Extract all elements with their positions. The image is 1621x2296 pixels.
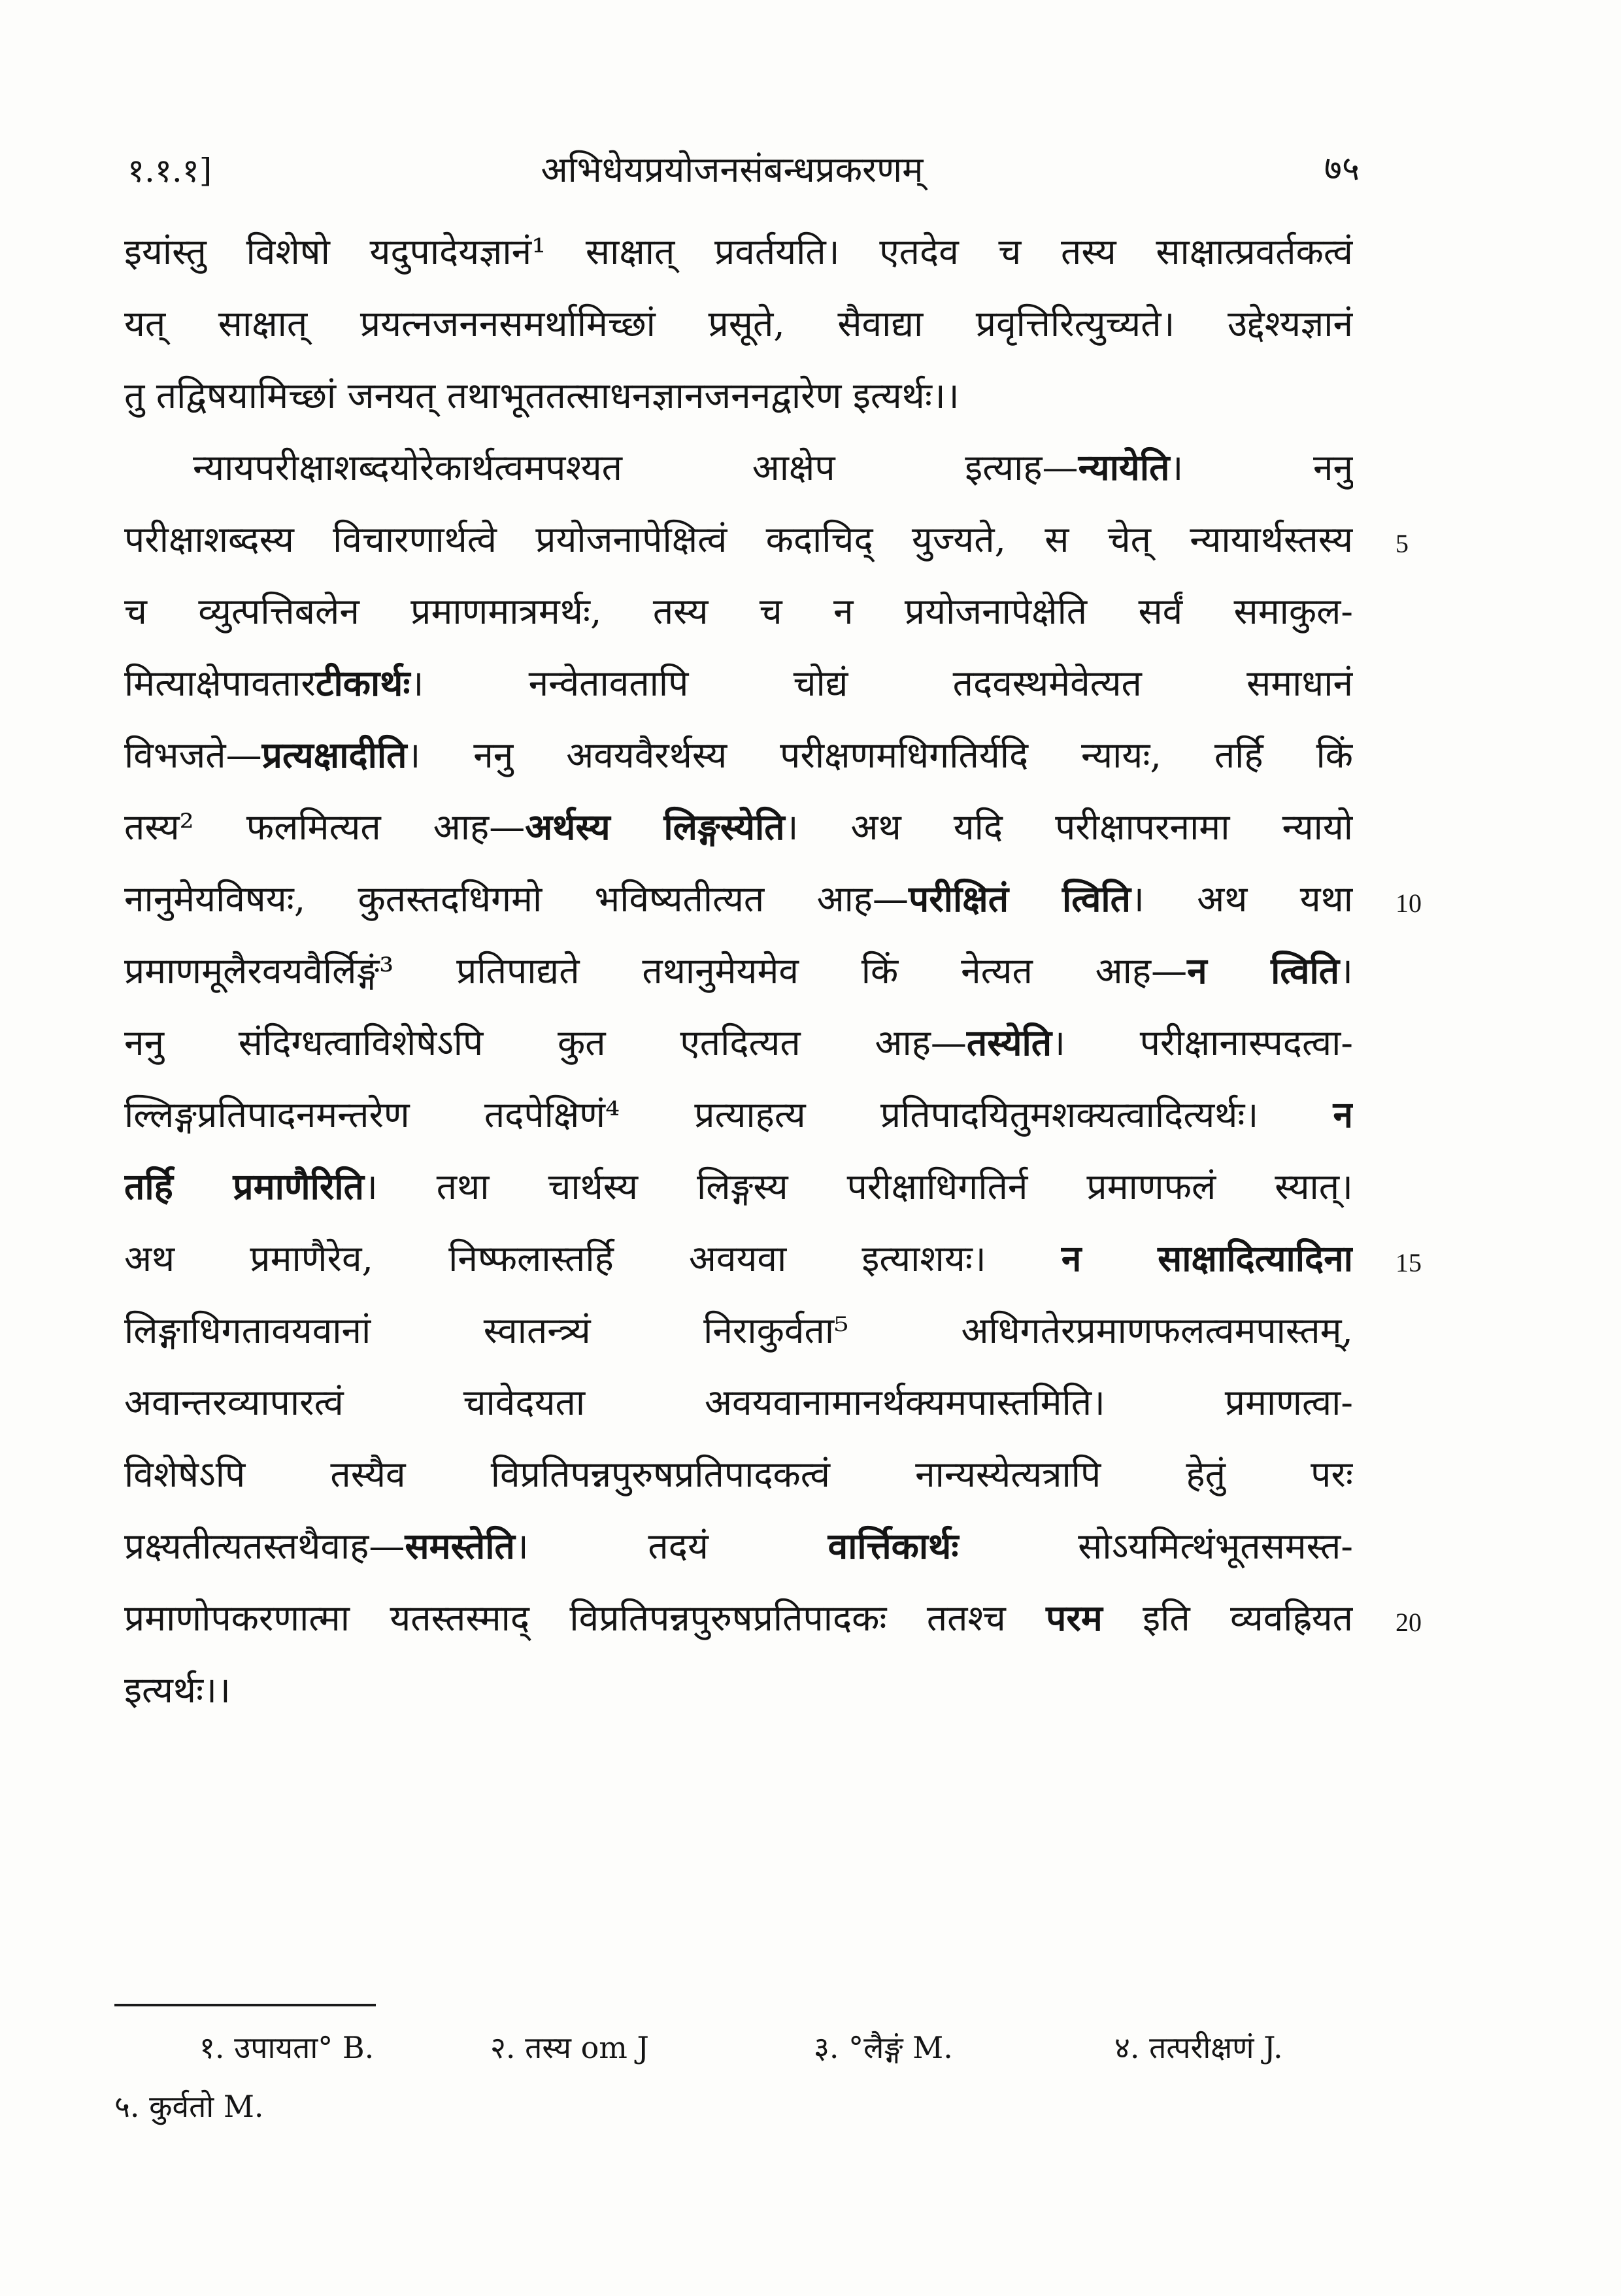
- text-line: [124, 1294, 1353, 1366]
- text-segment: । तदयं: [514, 1525, 828, 1567]
- footnote-1: १. उपायता° B.: [199, 2030, 375, 2065]
- text-segment: मित्याक्षेपावतार: [124, 662, 316, 704]
- text-line: [124, 1151, 1353, 1223]
- text-segment: । नन्वेतावतापि चोद्यं तदवस्थमेवेत्यत समाधानं: [410, 662, 1353, 704]
- text-segment: अवान्तरव्यापारत्वं चावेदयता अवयवानामानर्थक्यमपास्तमिति। प्रमाणत्वा-: [124, 1381, 1353, 1423]
- text-segment: च व्युत्पत्तिबलेन प्रमाणमात्रमर्थः, तस्य च न प्रयोजनापेक्षेति सर्वं समाकुल-: [124, 590, 1353, 632]
- text-line: [124, 647, 1353, 719]
- footnote-row: [114, 2027, 1356, 2085]
- text-segment: परीक्षाशब्दस्य विचारणार्थत्वे प्रयोजनापेक्षित्वं कदाचिद् युज्यते, स चेत् न्यायार्थस्तस्य: [124, 518, 1353, 560]
- text-line: [124, 719, 1353, 791]
- text-line: [124, 288, 1353, 360]
- text-segment: प्रमाणोपकरणात्मा यतस्तस्माद् विप्रतिपन्नपुरुषप्रतिपादकः ततश्च: [124, 1597, 1046, 1639]
- running-title: अभिधेयप्रयोजनसंबन्धप्रकरणम्: [541, 149, 924, 190]
- text-segment: प्रक्ष्यतीत्यतस्तथैवाह—: [124, 1525, 405, 1567]
- line-number: 20: [1395, 1608, 1422, 1637]
- text-line: [124, 1079, 1353, 1151]
- footnote-3: ३. °लैङ्गं M.: [814, 2030, 953, 2065]
- text-segment: लिङ्गाधिगतावयवानां स्वातन्त्र्यं निराकुर्वता⁵ अधिगतेरप्रमाणफलत्वमपास्तम्,: [124, 1309, 1353, 1351]
- footnote-row: [114, 2085, 1356, 2144]
- page-header: [92, 134, 1373, 193]
- text-segment: । अथ यदि परीक्षापरनामा न्यायो: [784, 806, 1353, 848]
- footnotes: [114, 2027, 1356, 2144]
- text-line: [124, 1438, 1353, 1510]
- bold-lemma: प्रत्यक्षादीति: [261, 734, 407, 776]
- text-segment: इति व्यवह्रियत: [1102, 1597, 1353, 1639]
- text-line: [124, 1007, 1353, 1079]
- footnote-4: ४. तत्परीक्षणं J.: [1114, 2030, 1283, 2065]
- bold-lemma: तस्येति: [966, 1021, 1052, 1064]
- text-line: [124, 1654, 1353, 1726]
- commentary-text: [124, 216, 1353, 1726]
- bold-lemma: परम: [1046, 1596, 1103, 1639]
- text-segment: यत् साक्षात् प्रयत्नजननसमर्थामिच्छां प्रसूते, सैवाद्या प्रवृत्तिरित्युच्यते। उद्देश्यज्ञानं: [124, 303, 1353, 345]
- text-segment: विशेषेऽपि तस्यैव विप्रतिपन्नपुरुषप्रतिपादकत्वं नान्यस्येत्यत्रापि हेतुं परः: [124, 1453, 1353, 1495]
- text-segment: । अथ यथा: [1131, 878, 1353, 920]
- bold-lemma: अर्थस्य लिङ्गस्येति: [525, 805, 785, 848]
- text-segment: इत्यर्थः।।: [124, 1669, 231, 1711]
- text-line: [124, 935, 1353, 1007]
- text-line: [124, 791, 1353, 863]
- text-segment: तस्य² फलमित्यत आह—: [124, 806, 526, 848]
- text-segment: ल्लिङ्गप्रतिपादनमन्तरेण तदपेक्षिणं⁴ प्रत्याहत्य प्रतिपादयितुमशक्यत्वादित्यर्थः।: [124, 1094, 1333, 1136]
- text-segment: । ननु अवयवैरर्थस्य परीक्षणमधिगतिर्यदि न्यायः, तर्हि किं: [407, 734, 1353, 776]
- text-line: [124, 1223, 1353, 1294]
- bold-lemma: न साक्षादित्यादिना: [1061, 1237, 1353, 1279]
- footnote-5: ५. कुर्वतो M.: [114, 2089, 264, 2124]
- bold-lemma: न त्विति: [1187, 949, 1340, 992]
- bold-lemma: समस्तेति: [405, 1525, 515, 1567]
- bold-lemma: तर्हि प्रमाणैरिति: [124, 1165, 364, 1207]
- text-segment: प्रमाणमूलैरवयवैर्लिङ्गं³ प्रतिपाद्यते तथानुमेयमेव किं नेत्यत आह—: [124, 950, 1188, 992]
- text-segment: सोऽयमित्थंभूतसमस्त-: [958, 1525, 1353, 1567]
- line-number: 10: [1395, 888, 1422, 918]
- footnote-separator: [114, 2004, 376, 2006]
- bold-lemma: वार्त्तिकार्थः: [827, 1525, 959, 1567]
- text-segment: ननु संदिग्धत्वाविशेषेऽपि कुत एतदित्यत आह—: [124, 1022, 967, 1064]
- text-line: [124, 1366, 1353, 1438]
- text-line: [124, 863, 1353, 935]
- text-segment: नानुमेयविषयः, कुतस्तदधिगमो भविष्यतीत्यत आह—: [124, 878, 909, 920]
- text-segment: । तथा चार्थस्य लिङ्गस्य परीक्षाधिगतिर्न प्रमाणफलं स्यात्।: [363, 1166, 1353, 1207]
- text-line: [124, 1510, 1353, 1582]
- bold-lemma: टीकार्थः: [315, 662, 410, 704]
- text-line: [124, 1582, 1353, 1654]
- text-segment: तु तद्विषयामिच्छां जनयत् तथाभूततत्साधनज्ञानजननद्वारेण इत्यर्थः।।: [124, 375, 960, 416]
- bold-lemma: न: [1333, 1093, 1353, 1136]
- text-segment: अथ प्रमाणैरेव, निष्फलास्तर्हि अवयवा इत्याशयः।: [124, 1238, 1061, 1279]
- verse-reference: १.१.१]: [127, 152, 212, 190]
- text-segment: न्यायपरीक्षाशब्दयोरेकार्थत्वमपश्यत आक्षेप इत्याह—: [193, 447, 1078, 488]
- text-segment: इयांस्तु विशेषो यदुपादेयज्ञानं¹ साक्षात् प्रवर्तयति। एतदेव च तस्य साक्षात्प्रवर्तकत्वं: [124, 231, 1353, 273]
- text-segment: । परीक्षानास्पदत्वा-: [1052, 1022, 1353, 1064]
- footnote-2: २. तस्य om J: [490, 2030, 649, 2065]
- text-line: [124, 216, 1353, 288]
- text-line: [124, 360, 1353, 431]
- bold-lemma: न्यायेति: [1078, 446, 1170, 488]
- text-line: [124, 575, 1353, 647]
- text-segment: । ननु: [1169, 447, 1353, 488]
- page-number: ७५: [1324, 149, 1360, 188]
- line-number: 5: [1395, 529, 1409, 558]
- line-number: 15: [1395, 1248, 1422, 1277]
- text-line: [124, 431, 1353, 503]
- text-line: [124, 503, 1353, 575]
- bold-lemma: परीक्षितं त्विति: [909, 877, 1131, 920]
- text-segment: विभजते—: [124, 734, 262, 776]
- text-segment: ।: [1339, 950, 1353, 992]
